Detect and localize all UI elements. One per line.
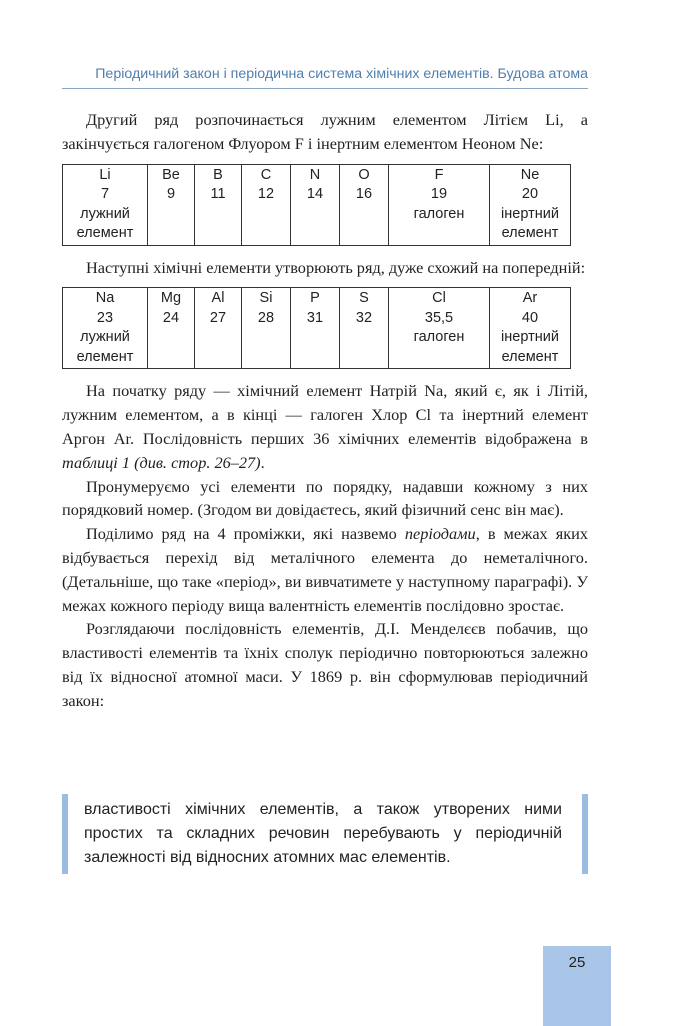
element-mass: 28 — [257, 309, 275, 326]
table-cell — [490, 164, 571, 245]
page-number-tab — [543, 946, 611, 1026]
element-note: елемент — [76, 348, 134, 365]
element-symbol: N — [309, 166, 321, 183]
element-mass: 16 — [355, 186, 373, 203]
elements-table-row3 — [62, 287, 571, 369]
element-note: елемент — [501, 348, 559, 365]
element-symbol: O — [358, 166, 370, 183]
definition-left-bar — [62, 794, 68, 874]
table-cell — [490, 288, 571, 369]
element-symbol: Ar — [522, 290, 538, 307]
definition-right-bar — [582, 794, 588, 874]
running-header: Періодичний закон і періодична система хімічних елементів. Будова атома — [95, 66, 588, 82]
table-row — [63, 164, 571, 245]
table-cell — [389, 288, 490, 369]
definition-text: властивості хімічних елементів, а також утворених ними простих та складних речовин перебувають у періодичній залежності від відносних атомних мас елементів. — [84, 801, 562, 866]
element-symbol: Ne — [520, 166, 540, 183]
term-periods: періодами — [404, 524, 476, 544]
table-cell — [63, 164, 148, 245]
table-cell — [148, 288, 195, 369]
element-mass: 32 — [355, 309, 373, 326]
table-cell — [389, 164, 490, 245]
page-body — [62, 108, 588, 713]
page-number: 25 — [568, 954, 586, 971]
table-cell — [195, 164, 242, 245]
table-row — [63, 288, 571, 369]
text-run: На початку ряду — хімічний елемент Натрій Na, який є, як і Літій, лужним елементом, а в кінці — галоген Хлор Cl та інертний елемент Аргон Ar. Послідовність перших 36 хімічних елементів відображена в — [62, 381, 588, 448]
element-mass: 35,5 — [424, 309, 454, 326]
text-run: , в межах яких відбувається перехід від металічного елемента до неметалічного. (Детальніше, що таке «період», ви вивчатимете у наступному параграфі). У межах кожного періоду вища валентність елементів послідовно зростає. — [62, 524, 588, 615]
paragraph-mendeleev: Розглядаючи послідовність елементів, Д.І. Менделєєв побачив, що властивості елементів та їхніх сполук періодично повторюються залежно від їх відносної атомної маси. У 1869 р. він сформулював періодичний закон: — [62, 619, 588, 710]
header-divider — [62, 88, 588, 89]
element-symbol: F — [434, 166, 444, 183]
element-symbol: C — [260, 166, 272, 183]
paragraph-numbering: Пронумеруємо усі елементи по порядку, надавши кожному з них порядковий номер. (Згодом ви довідаєтесь, який фізичний сенс він має). — [62, 476, 588, 520]
element-symbol: Be — [162, 166, 180, 183]
table-cell — [340, 288, 389, 369]
element-mass: 9 — [166, 186, 176, 203]
elements-table-row2 — [62, 164, 571, 246]
element-note: галоген — [413, 205, 465, 222]
table-reference: таблиці 1 (див. стор. 26–27) — [62, 452, 261, 472]
element-symbol: Si — [259, 290, 273, 307]
table-cell — [291, 288, 340, 369]
table-cell — [63, 288, 148, 369]
text-run: Поділимо ряд на 4 проміжки, які назвемо — [86, 524, 405, 544]
element-symbol: B — [213, 166, 223, 183]
table-cell — [148, 164, 195, 245]
table-cell — [340, 164, 389, 245]
paragraph-sodium — [62, 379, 588, 474]
paragraph-next-row: Наступні хімічні елементи утворюють ряд, дуже схожий на попередній: — [86, 257, 586, 277]
element-note: елемент — [76, 225, 134, 242]
table-cell — [242, 164, 291, 245]
element-symbol: P — [310, 290, 320, 307]
element-mass: 19 — [430, 186, 448, 203]
text-run: . — [260, 452, 265, 472]
element-note: інертний — [501, 205, 559, 222]
element-symbol: Na — [95, 290, 115, 307]
element-mass: 24 — [162, 309, 180, 326]
paragraph-periods — [62, 522, 588, 617]
element-note: галоген — [413, 329, 465, 346]
element-mass: 11 — [210, 186, 226, 203]
element-mass: 14 — [306, 186, 324, 203]
element-symbol: Al — [211, 290, 225, 307]
paragraph-second-row: Другий ряд розпочинається лужним елементом Літієм Li, а закінчується галогеном Флуором F і інертним елементом Неоном Ne: — [62, 110, 588, 153]
table-cell — [242, 288, 291, 369]
element-symbol: S — [359, 290, 369, 307]
element-symbol: Li — [99, 166, 111, 183]
element-note: елемент — [501, 225, 559, 242]
element-note: лужний — [80, 329, 130, 346]
element-mass: 20 — [521, 186, 539, 203]
element-symbol: Mg — [160, 290, 182, 307]
element-mass: 31 — [306, 309, 324, 326]
element-mass: 23 — [96, 309, 114, 326]
table-cell — [195, 288, 242, 369]
element-mass: 12 — [257, 186, 275, 203]
element-mass: 40 — [521, 309, 539, 326]
table-cell — [291, 164, 340, 245]
element-note: інертний — [501, 329, 559, 346]
element-mass: 27 — [209, 309, 227, 326]
element-symbol: Cl — [432, 290, 446, 307]
periodic-law-definition — [62, 794, 588, 874]
element-mass: 7 — [100, 186, 110, 203]
element-note: лужний — [80, 205, 130, 222]
